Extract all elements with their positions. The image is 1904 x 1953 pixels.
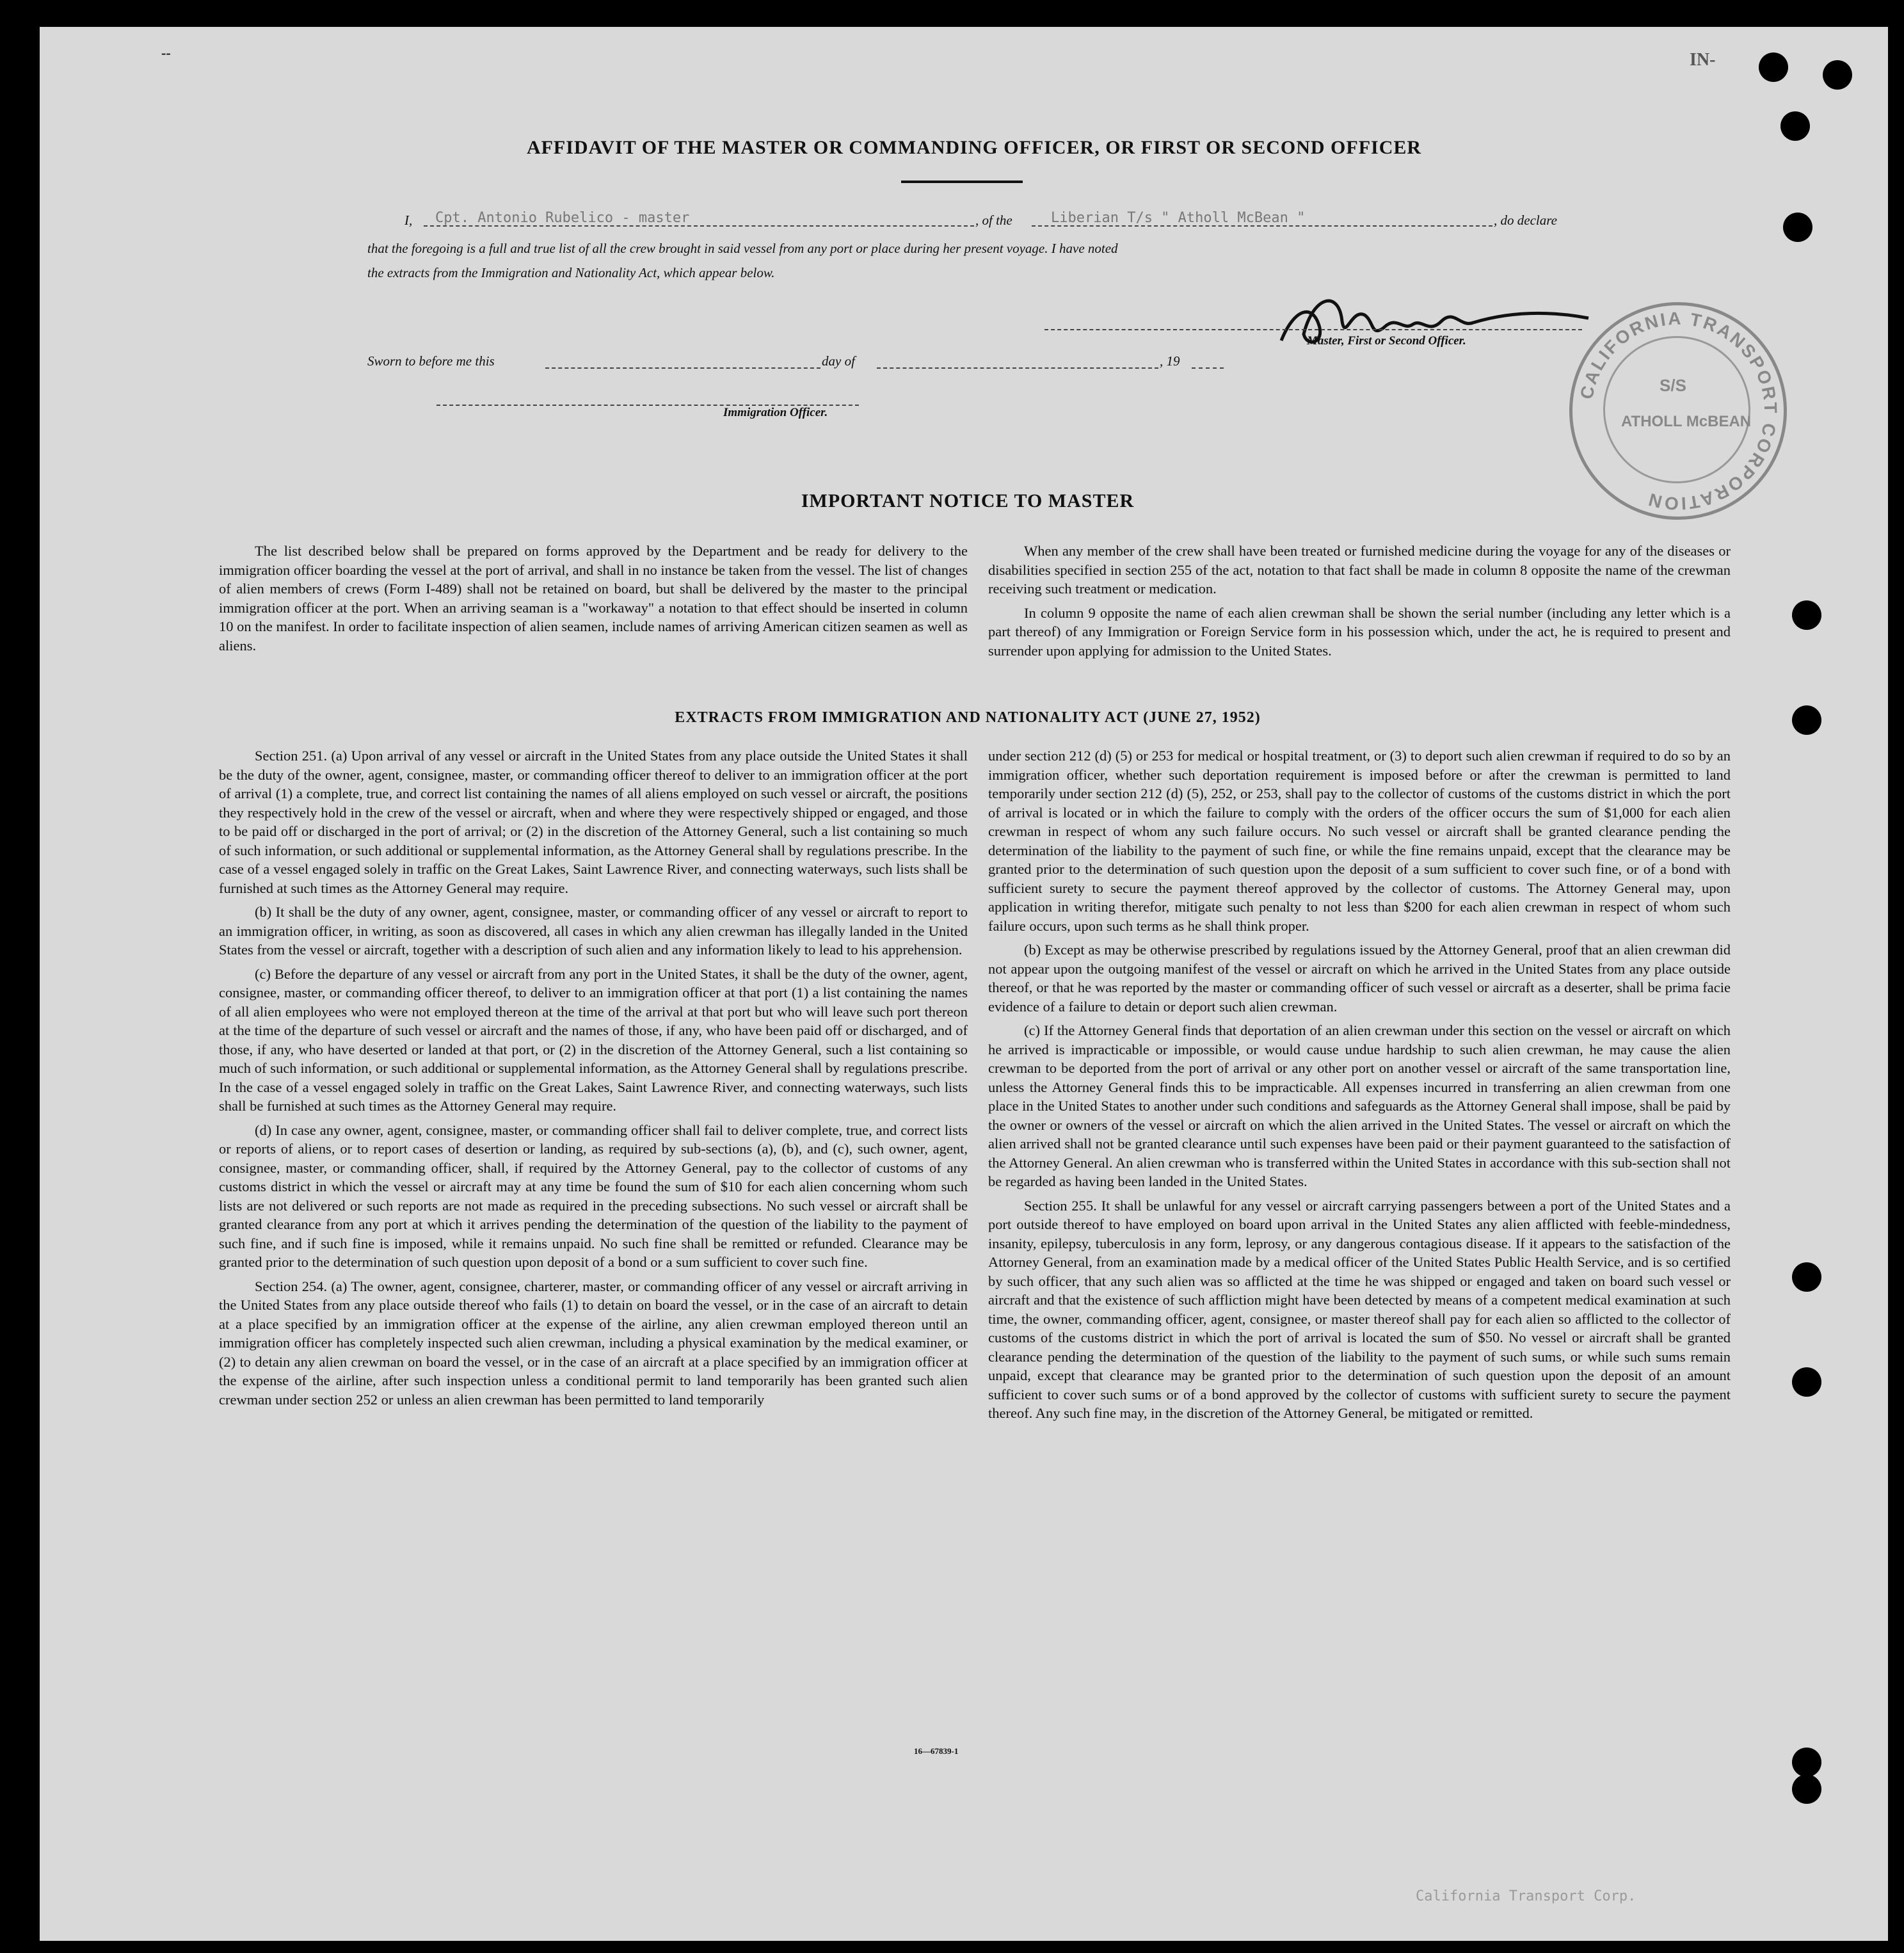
master-signature — [1268, 283, 1601, 360]
punch-hole — [1823, 60, 1852, 90]
notice-right-paragraph-1: When any member of the crew shall have been treated or furnished medicine during the voyage for any of the diseases or disabilities specified in section 255 of the act, notation to that fact shall be made in column 8 opposite the name of the crewman receiving such treatment or medication. — [988, 543, 1731, 597]
immigration-officer-caption: Immigration Officer. — [723, 406, 828, 419]
extracts-left-column — [219, 746, 968, 1414]
extract-paragraph: Section 255. It shall be unlawful for any vessel or aircraft carrying passengers between a port of the United States and a port outside thereof to have employed on board upon arrival in the United States any alien afflicted with feeble-mindedness, insanity, epilepsy, tuberculosis in any form, leprosy, or any dangerous contagious disease. If it appears to the satisfaction of the Attorney General, from an examination made by a medical officer of the United States Public Health Service, and is so certified by such officer, that any such alien was so afflicted at the time he was shipped or engaged and taken on board such vessel or aircraft and that the existence of such affliction might have been detected by means of a competent medical examination at such time, the owner, commanding officer, agent, consignee, or master thereof shall pay for each alien so afflicted to the collector of customs of the customs district in which the port of arrival is located the sum of $50. No vessel or aircraft shall be granted clearance pending the determination of the question of the liability to the payment of such sums, or while such sums remain unpaid, except that clearance may be granted prior to the determination of such question upon the deposit of an amount sufficient to cover such sums or of a bond approved by the collector of customs with sufficient surety to secure the payment thereof. Any such fine may, in the discretion of the Attorney General, be mitigated or remitted. — [988, 1197, 1731, 1421]
title-rule — [901, 181, 1023, 183]
top-right-mark: IN- — [1690, 50, 1716, 70]
do-declare-label: , do declare — [1494, 213, 1557, 228]
signature-caption: Master, First or Second Officer. — [1307, 334, 1466, 348]
notice-left-paragraph: The list described below shall be prepared on forms approved by the Department and be ready for delivery to the immigration officer boarding the vessel at the port of arrival, and shall in no instance be taken from the vessel. The list of changes of alien members of crews (Form I-489) shall not be retained on board, but shall be delivered by the master to the principal immigration officer at the port. When an arriving seaman is a "workaway" a notation to that effect should be inserted in column 10 on the manifest. In order to facilitate inspection of alien seamen, include names of arriving American citizen seamen as well as aliens. — [219, 543, 968, 654]
extracts-right-column — [988, 746, 1731, 1428]
affidavit-line-2: that the foregoing is a full and true list of all the crew brought in said vessel from any port or place during her present voyage. I have noted — [367, 241, 1118, 256]
extracts-title: EXTRACTS FROM IMMIGRATION AND NATIONALITY ACT (JUNE 27, 1952) — [675, 709, 1261, 726]
i-label: I, — [404, 213, 413, 228]
stamp-ring-text: CALIFORNIA TRANSPORT CORPORATION — [1576, 308, 1781, 514]
punch-hole — [1792, 1367, 1821, 1397]
extract-paragraph: (c) If the Attorney General finds that deportation of an alien crewman under this section on the vessel or aircraft on which he arrived is impracticable or impossible, or would cause undue hardship to such alien crewman, he may cause the alien crewman to be deported from the port of arrival or any other port on another vessel or aircraft of the same transportation line, unless the Attorney General finds this to be impracticable. All expenses incurred in transferring an alien crewman from one place in the United States to another under such conditions and safeguards as the Attorney General shall impose, shall be paid by the owner or owners of the vessel or aircraft on which the alien arrived in the United States. The vessel or aircraft on which the alien arrived shall not be granted clearance until such expenses have been paid or their payment guaranteed to the satisfaction of the Attorney General. An alien crewman who is transferred within the United States in accordance with this sub-section shall not be regarded as having been landed in the United States. — [988, 1022, 1731, 1189]
master-name-field[interactable]: Cpt. Antonio Rubelico - master — [435, 210, 690, 226]
punch-hole — [1792, 705, 1821, 735]
punch-hole — [1780, 111, 1810, 141]
signature-line — [1044, 329, 1582, 330]
vessel-name-field[interactable]: Liberian T/s " Atholl McBean " — [1051, 210, 1306, 226]
affidavit-title: AFFIDAVIT OF THE MASTER OR COMMANDING OFFICER, OR FIRST OR SECOND OFFICER — [526, 137, 1422, 158]
year-label: , 19 — [1160, 353, 1180, 369]
day-of-label: day of — [822, 353, 855, 369]
notice-title: IMPORTANT NOTICE TO MASTER — [801, 490, 1135, 511]
stamp-line-2: ATHOLL McBEAN — [1621, 413, 1752, 430]
stamp-line-1: S/S — [1660, 376, 1686, 395]
extract-paragraph: (c) Before the departure of any vessel or aircraft from any port in the United States, it shall be the duty of the owner, agent, consignee, master, or commanding officer thereof, to deliver to an immigration officer at that port (1) a list containing the names of all alien employees who were not employed thereon at the time of the arrival at that port but who will leave such port thereon at the time of the departure of such vessel or aircraft and the names of those, if any, who have been paid off or discharged, and of those, if any, who have deserted or landed at that port, or (2) in the discretion of the Attorney General, such a list containing so much of such information, or such additional or supplemental information, as the Attorney General shall by regulations prescribe. In the case of a vessel engaged solely in traffic on the Great Lakes, Saint Lawrence River, and connecting waterways, such lists shall be furnished at such times as the Attorney General may require. — [219, 965, 968, 1114]
punch-hole — [1792, 1748, 1821, 1777]
affidavit-line-3: the extracts from the Immigration and Nationality Act, which appear below. — [367, 265, 775, 280]
punch-hole — [1792, 600, 1821, 630]
notice-left-column — [219, 542, 968, 660]
year-line[interactable] — [1192, 367, 1224, 369]
document-page — [40, 27, 1888, 1941]
punch-hole — [1792, 1774, 1821, 1804]
notice-right-paragraph-2: In column 9 opposite the name of each alien crewman shall be shown the serial number (including any letter which is a part thereof) of any Immigration or Foreign Service form in his possession which, under the act, he is required to present and surrender upon applying for admission to the United States. — [988, 604, 1731, 659]
extract-paragraph: under section 212 (d) (5) or 253 for medical or hospital treatment, or (3) to deport such alien crewman if required to do so by an immigration officer, whether such deportation requirement is imposed before or after the crewman is permitted to land temporarily under section 212 (d) (5), 252, or 253, shall pay to the collector of customs of the customs district in which the port of arrival is located or in which the failure to comply with the orders of the officer occurs the sum of $1,000 for each alien crewman in respect of whom any such failure occurs. No such vessel or aircraft shall be granted clearance pending the determination of the liability to the payment of such fine, or while the fine remains unpaid, except that the clearance may be granted prior to the determination of such question upon the deposit of a sum sufficient to cover such fine, or of a bond with sufficient surety to secure the payment thereof approved by the collector of customs. The Attorney General may, upon application in writing therefor, mitigate such penalty to not less than $200 for each alien crewman in respect of whom such failure occurs, upon such terms as he shall think proper. — [988, 748, 1731, 934]
extract-paragraph: Section 254. (a) The owner, agent, consignee, charterer, master, or commanding officer of any vessel or aircraft arriving in the United States from any place outside thereof who fails (1) to detain on board the vessel, or in the case of an aircraft to detain at a place specified by an immigration officer at the expense of the airline, any alien crewman employed thereon until an immigration officer has completely inspected such alien crewman, including a physical examination by the medical examiner, or (2) to detain any alien crewman on board the vessel, or in the case of an aircraft at a place specified by an immigration officer at the expense of the airline, after such inspection unless a conditional permit to land temporarily has been granted such alien crewman under section 252 or unless an alien crewman has been permitted to land temporarily — [219, 1278, 968, 1408]
punch-hole — [1783, 213, 1812, 242]
extract-paragraph: (d) In case any owner, agent, consignee, master, or commanding officer shall fail to deliver complete, true, and correct lists or reports of aliens, or to report cases of desertion or landing, as required by sub-sections (a), (b), and (c), such owner, agent, consignee, master, or commanding officer, shall, if required by the Attorney General, pay to the collector of customs of any customs district in which the vessel or aircraft may at any time be found the sum of $10 for each alien concerning whom such lists are not delivered or such reports are not made as required in the preceding subsections. No such vessel or aircraft shall be granted clearance from any port at which it arrives pending the determination of the question of the liability to the payment of such fine, and if such fine is imposed, while it remains unpaid. No such fine shall be remitted or refunded. Clearance may be granted prior to the determination of such question upon deposit of a bond or a sum sufficient to cover such fine. — [219, 1121, 968, 1270]
extract-paragraph: (b) It shall be the duty of any owner, agent, consignee, master, or commanding officer of any vessel or aircraft to report to an immigration officer, in writing, as soon as discovered, all cases in which any alien crewman has illegally landed in the United States from the vessel or aircraft, together with a description of such alien and any information likely to lead to his apprehension. — [219, 904, 968, 958]
extract-paragraph: Section 251. (a) Upon arrival of any vessel or aircraft in the United States from any place outside the United States it shall be the duty of the owner, agent, consignee, master, or commanding officer thereof to deliver to an immigration officer at the port of arrival (1) a complete, true, and correct list containing the names of all aliens employed on such vessel or aircraft, the positions they respectively hold in the crew of the vessel or aircraft, when and where they were respectively shipped or engaged, and those to be paid off or discharged in the port of arrival; or (2) in the discretion of the Attorney General, such a list containing so much of such information, or such additional or supplemental information, as the Attorney General shall by regulations prescribe. In the case of a vessel engaged solely in traffic on the Great Lakes, Saint Lawrence River, and connecting waterways, such lists shall be furnished at such times as the Attorney General may require. — [219, 748, 968, 896]
corner-mark: -- — [161, 45, 171, 61]
sworn-date-line[interactable] — [545, 367, 820, 369]
punch-hole — [1792, 1262, 1821, 1292]
notice-right-column — [988, 542, 1731, 665]
svg-text:CALIFORNIA TRANSPORT CORPORATI — [1576, 309, 1780, 514]
of-the-label: , of the — [975, 213, 1012, 228]
company-stamp — [1569, 302, 1787, 520]
punch-hole — [1759, 52, 1788, 82]
month-line[interactable] — [877, 367, 1158, 369]
sworn-label: Sworn to before me this — [367, 353, 495, 369]
form-number: 16—67839-1 — [914, 1746, 959, 1756]
bleed-through-text: California Transport Corp. — [1416, 1888, 1636, 1904]
extract-paragraph: (b) Except as may be otherwise prescribed by regulations issued by the Attorney General, proof that an alien crewman did not appear upon the outgoing manifest of the vessel or aircraft on which he arrived in the United States from any place outside thereof, or that he was reported by the master or commanding officer of such vessel or aircraft as a deserter, shall be prima facie evidence of a failure to detain or deport such alien crewman. — [988, 942, 1731, 1015]
